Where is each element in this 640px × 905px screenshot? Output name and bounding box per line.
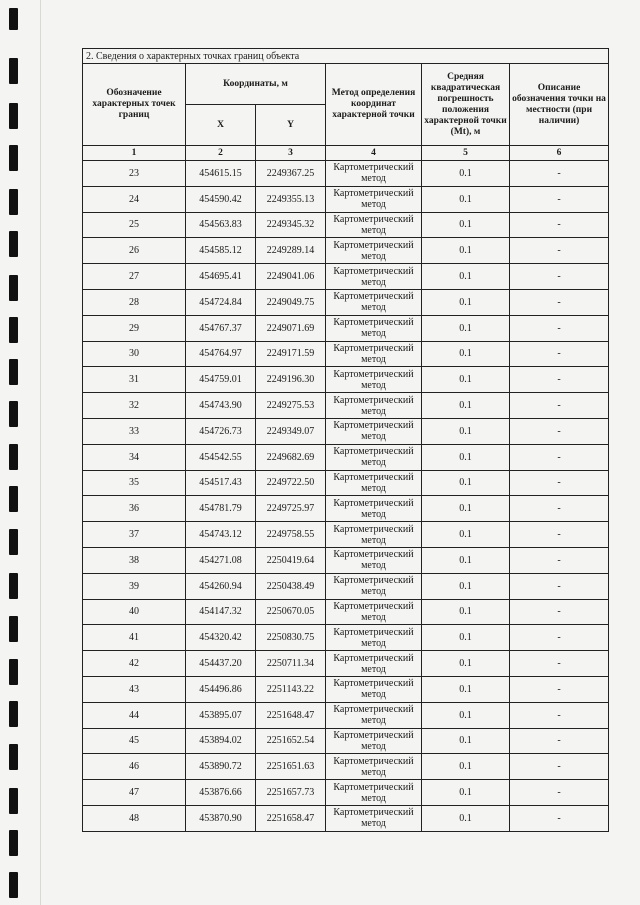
cell-point: 38 <box>83 547 186 573</box>
cell-x: 454585.12 <box>186 238 256 264</box>
cell-x: 453876.66 <box>186 780 256 806</box>
table-row <box>83 315 609 341</box>
cell-point: 29 <box>83 315 186 341</box>
table-row <box>83 289 609 315</box>
header-description: Описание обозначения точки на местности (при наличии) <box>510 64 609 146</box>
binding-hole <box>9 103 18 129</box>
cell-point: 41 <box>83 625 186 651</box>
binding-hole <box>9 573 18 599</box>
cell-description: - <box>510 161 609 187</box>
binding-hole <box>9 701 18 727</box>
cell-point: 43 <box>83 676 186 702</box>
cell-y: 2249275.53 <box>256 393 326 419</box>
cell-description: - <box>510 676 609 702</box>
cell-method: Картометрический метод <box>326 676 422 702</box>
cell-description: - <box>510 547 609 573</box>
cell-x: 454764.97 <box>186 341 256 367</box>
cell-description: - <box>510 496 609 522</box>
binding-hole <box>9 401 18 427</box>
cell-x: 454496.86 <box>186 676 256 702</box>
cell-point: 46 <box>83 754 186 780</box>
cell-point: 40 <box>83 599 186 625</box>
cell-y: 2249722.50 <box>256 470 326 496</box>
cell-x: 454271.08 <box>186 547 256 573</box>
table-row <box>83 728 609 754</box>
table-row <box>83 599 609 625</box>
cell-error: 0.1 <box>422 625 510 651</box>
cell-method: Картометрический метод <box>326 470 422 496</box>
cell-x: 454542.55 <box>186 444 256 470</box>
cell-point: 28 <box>83 289 186 315</box>
cell-error: 0.1 <box>422 805 510 831</box>
cell-description: - <box>510 341 609 367</box>
table-row <box>83 805 609 831</box>
cell-error: 0.1 <box>422 780 510 806</box>
cell-method: Картометрический метод <box>326 341 422 367</box>
table-row <box>83 780 609 806</box>
cell-error: 0.1 <box>422 289 510 315</box>
cell-description: - <box>510 289 609 315</box>
cell-error: 0.1 <box>422 212 510 238</box>
cell-x: 453895.07 <box>186 702 256 728</box>
cell-error: 0.1 <box>422 702 510 728</box>
binding-hole <box>9 275 18 301</box>
cell-point: 32 <box>83 393 186 419</box>
cell-error: 0.1 <box>422 470 510 496</box>
cell-y: 2251652.54 <box>256 728 326 754</box>
cell-description: - <box>510 315 609 341</box>
cell-x: 453894.02 <box>186 728 256 754</box>
points-table <box>82 48 609 832</box>
cell-description: - <box>510 625 609 651</box>
table-row <box>83 161 609 187</box>
cell-x: 453890.72 <box>186 754 256 780</box>
cell-point: 26 <box>83 238 186 264</box>
cell-y: 2249682.69 <box>256 444 326 470</box>
cell-error: 0.1 <box>422 238 510 264</box>
cell-method: Картометрический метод <box>326 496 422 522</box>
cell-y: 2249758.55 <box>256 522 326 548</box>
cell-y: 2249041.06 <box>256 264 326 290</box>
cell-point: 47 <box>83 780 186 806</box>
binding-hole <box>9 486 18 512</box>
cell-y: 2249071.69 <box>256 315 326 341</box>
cell-method: Картометрический метод <box>326 238 422 264</box>
cell-x: 454260.94 <box>186 573 256 599</box>
column-number: 4 <box>326 146 422 161</box>
cell-description: - <box>510 805 609 831</box>
cell-error: 0.1 <box>422 367 510 393</box>
binding-hole <box>9 145 18 171</box>
column-number: 2 <box>186 146 256 161</box>
cell-method: Картометрический метод <box>326 599 422 625</box>
binding-hole <box>9 744 18 770</box>
binding-hole <box>9 8 18 30</box>
cell-error: 0.1 <box>422 728 510 754</box>
cell-y: 2251143.22 <box>256 676 326 702</box>
cell-method: Картометрический метод <box>326 754 422 780</box>
cell-method: Картометрический метод <box>326 289 422 315</box>
cell-error: 0.1 <box>422 547 510 573</box>
binding-hole <box>9 444 18 470</box>
cell-x: 454726.73 <box>186 418 256 444</box>
cell-point: 35 <box>83 470 186 496</box>
cell-y: 2249289.14 <box>256 238 326 264</box>
cell-point: 48 <box>83 805 186 831</box>
cell-description: - <box>510 651 609 677</box>
cell-y: 2250438.49 <box>256 573 326 599</box>
cell-method: Картометрический метод <box>326 367 422 393</box>
cell-description: - <box>510 367 609 393</box>
column-number: 3 <box>256 146 326 161</box>
header-error: Средняя квадратическая погрешность положения характерной точки (Mt), м <box>422 64 510 146</box>
cell-method: Картометрический метод <box>326 212 422 238</box>
cell-x: 454724.84 <box>186 289 256 315</box>
section-title: 2. Сведения о характерных точках границ объекта <box>83 49 609 64</box>
cell-description: - <box>510 212 609 238</box>
cell-error: 0.1 <box>422 341 510 367</box>
cell-point: 34 <box>83 444 186 470</box>
cell-description: - <box>510 573 609 599</box>
cell-method: Картометрический метод <box>326 805 422 831</box>
table-row <box>83 264 609 290</box>
table-row <box>83 754 609 780</box>
document-sheet <box>82 48 608 832</box>
cell-description: - <box>510 470 609 496</box>
cell-description: - <box>510 599 609 625</box>
cell-error: 0.1 <box>422 186 510 212</box>
cell-method: Картометрический метод <box>326 186 422 212</box>
column-number: 1 <box>83 146 186 161</box>
cell-y: 2249049.75 <box>256 289 326 315</box>
column-number: 6 <box>510 146 609 161</box>
table-row <box>83 625 609 651</box>
cell-y: 2249345.32 <box>256 212 326 238</box>
cell-error: 0.1 <box>422 651 510 677</box>
cell-point: 44 <box>83 702 186 728</box>
table-row <box>83 547 609 573</box>
cell-method: Картометрический метод <box>326 161 422 187</box>
table-row <box>83 676 609 702</box>
cell-description: - <box>510 264 609 290</box>
cell-point: 37 <box>83 522 186 548</box>
cell-point: 24 <box>83 186 186 212</box>
cell-description: - <box>510 702 609 728</box>
cell-description: - <box>510 393 609 419</box>
cell-description: - <box>510 444 609 470</box>
cell-point: 36 <box>83 496 186 522</box>
cell-x: 454517.43 <box>186 470 256 496</box>
cell-description: - <box>510 754 609 780</box>
cell-method: Картометрический метод <box>326 315 422 341</box>
table-row <box>83 702 609 728</box>
binding-hole <box>9 616 18 642</box>
header-x: X <box>186 105 256 146</box>
cell-method: Картометрический метод <box>326 780 422 806</box>
cell-method: Картометрический метод <box>326 702 422 728</box>
cell-y: 2249196.30 <box>256 367 326 393</box>
cell-y: 2251651.63 <box>256 754 326 780</box>
binding-strip <box>0 0 30 905</box>
cell-method: Картометрический метод <box>326 573 422 599</box>
cell-error: 0.1 <box>422 496 510 522</box>
cell-error: 0.1 <box>422 754 510 780</box>
table-row <box>83 470 609 496</box>
table-row <box>83 522 609 548</box>
table-row <box>83 393 609 419</box>
cell-x: 454320.42 <box>186 625 256 651</box>
binding-hole <box>9 788 18 814</box>
table-row <box>83 212 609 238</box>
header-point: Обозначение характерных точек границ <box>83 64 186 146</box>
table-row <box>83 496 609 522</box>
cell-x: 454767.37 <box>186 315 256 341</box>
cell-error: 0.1 <box>422 264 510 290</box>
header-method: Метод определения координат характерной точки <box>326 64 422 146</box>
cell-error: 0.1 <box>422 393 510 419</box>
cell-point: 45 <box>83 728 186 754</box>
cell-x: 454743.90 <box>186 393 256 419</box>
cell-method: Картометрический метод <box>326 444 422 470</box>
cell-point: 23 <box>83 161 186 187</box>
cell-error: 0.1 <box>422 418 510 444</box>
table-row <box>83 651 609 677</box>
binding-hole <box>9 830 18 856</box>
cell-x: 454695.41 <box>186 264 256 290</box>
cell-error: 0.1 <box>422 676 510 702</box>
cell-error: 0.1 <box>422 522 510 548</box>
column-numbers-row <box>83 146 609 161</box>
cell-y: 2250670.05 <box>256 599 326 625</box>
header-y: Y <box>256 105 326 146</box>
cell-description: - <box>510 238 609 264</box>
cell-error: 0.1 <box>422 599 510 625</box>
cell-y: 2251658.47 <box>256 805 326 831</box>
cell-point: 33 <box>83 418 186 444</box>
cell-point: 31 <box>83 367 186 393</box>
cell-x: 454781.79 <box>186 496 256 522</box>
binding-hole <box>9 872 18 898</box>
table-row <box>83 341 609 367</box>
cell-x: 454147.32 <box>186 599 256 625</box>
binding-hole <box>9 58 18 84</box>
cell-description: - <box>510 522 609 548</box>
cell-description: - <box>510 780 609 806</box>
binding-hole <box>9 231 18 257</box>
table-row <box>83 238 609 264</box>
cell-error: 0.1 <box>422 573 510 599</box>
cell-x: 454563.83 <box>186 212 256 238</box>
binding-hole <box>9 659 18 685</box>
cell-y: 2250711.34 <box>256 651 326 677</box>
cell-description: - <box>510 186 609 212</box>
cell-x: 453870.90 <box>186 805 256 831</box>
cell-x: 454759.01 <box>186 367 256 393</box>
cell-error: 0.1 <box>422 315 510 341</box>
cell-y: 2249367.25 <box>256 161 326 187</box>
binding-hole <box>9 317 18 343</box>
cell-point: 30 <box>83 341 186 367</box>
cell-error: 0.1 <box>422 161 510 187</box>
cell-method: Картометрический метод <box>326 547 422 573</box>
cell-method: Картометрический метод <box>326 522 422 548</box>
table-row <box>83 367 609 393</box>
cell-x: 454437.20 <box>186 651 256 677</box>
cell-point: 39 <box>83 573 186 599</box>
column-number: 5 <box>422 146 510 161</box>
points-table-body <box>83 161 609 832</box>
cell-description: - <box>510 728 609 754</box>
cell-y: 2251657.73 <box>256 780 326 806</box>
cell-method: Картометрический метод <box>326 393 422 419</box>
cell-error: 0.1 <box>422 444 510 470</box>
cell-y: 2250419.64 <box>256 547 326 573</box>
cell-y: 2249171.59 <box>256 341 326 367</box>
binding-hole <box>9 529 18 555</box>
cell-y: 2249725.97 <box>256 496 326 522</box>
cell-method: Картометрический метод <box>326 264 422 290</box>
cell-point: 27 <box>83 264 186 290</box>
table-row <box>83 444 609 470</box>
cell-y: 2251648.47 <box>256 702 326 728</box>
page-edge <box>40 0 41 905</box>
cell-x: 454743.12 <box>186 522 256 548</box>
binding-hole <box>9 189 18 215</box>
cell-y: 2249355.13 <box>256 186 326 212</box>
cell-method: Картометрический метод <box>326 728 422 754</box>
cell-method: Картометрический метод <box>326 625 422 651</box>
cell-point: 25 <box>83 212 186 238</box>
binding-hole <box>9 359 18 385</box>
header-coordinates: Координаты, м <box>186 64 326 105</box>
cell-y: 2249349.07 <box>256 418 326 444</box>
cell-y: 2250830.75 <box>256 625 326 651</box>
cell-description: - <box>510 418 609 444</box>
table-row <box>83 418 609 444</box>
cell-method: Картометрический метод <box>326 651 422 677</box>
cell-point: 42 <box>83 651 186 677</box>
table-row <box>83 573 609 599</box>
table-row <box>83 186 609 212</box>
cell-x: 454615.15 <box>186 161 256 187</box>
cell-method: Картометрический метод <box>326 418 422 444</box>
cell-x: 454590.42 <box>186 186 256 212</box>
